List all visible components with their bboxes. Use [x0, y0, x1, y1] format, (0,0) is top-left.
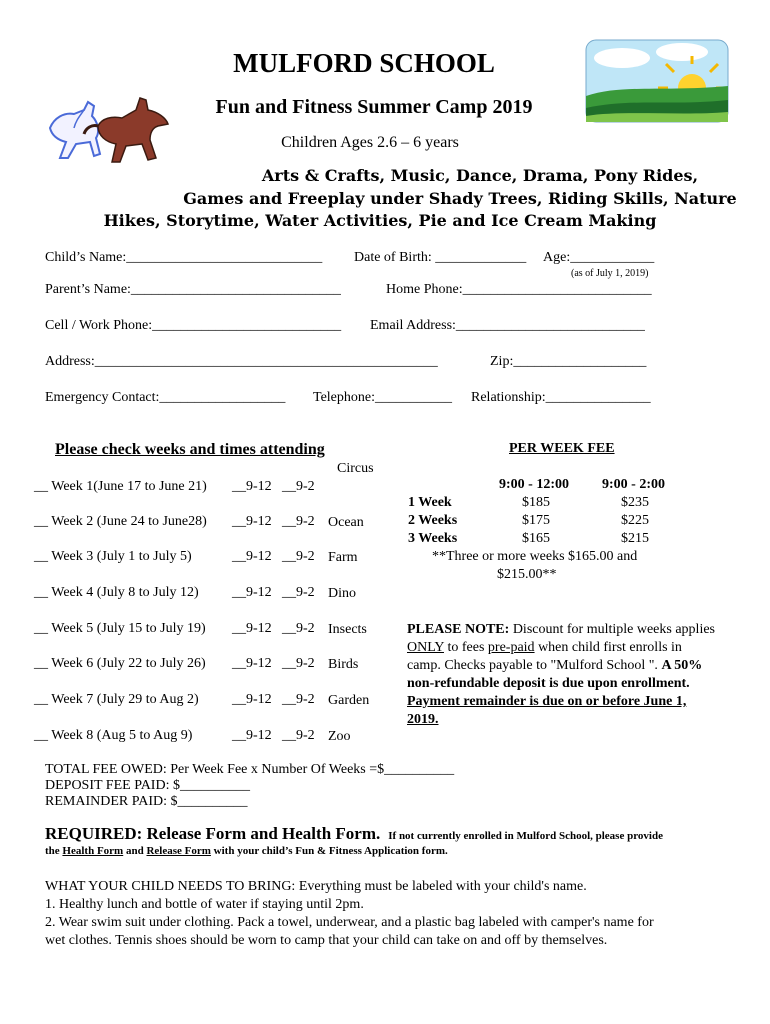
health-form-link: Health Form: [62, 845, 124, 857]
week-6-pm-option[interactable]: __9-2: [282, 656, 315, 671]
please-note-paragraph: [407, 621, 719, 729]
remainder-paid-field[interactable]: REMAINDER PAID: $__________: [45, 794, 248, 809]
ages-line: Children Ages 2.6 – 6 years: [281, 134, 459, 151]
required-text-1: If not currently enrolled in Mulford School, please provide: [388, 830, 663, 842]
required-label: REQUIRED: Release Form and Health Form.: [45, 824, 381, 843]
school-title: MULFORD SCHOOL: [233, 48, 495, 78]
fee-col-fullday: 9:00 - 2:00: [602, 477, 665, 492]
note-prepaid: pre-paid: [487, 640, 535, 655]
week-8-label[interactable]: __ Week 8 (Aug 5 to Aug 9): [34, 728, 193, 743]
deposit-fee-paid-field[interactable]: DEPOSIT FEE PAID: $__________: [45, 778, 250, 793]
week-8-theme: Zoo: [328, 729, 351, 744]
zip-field[interactable]: Zip:___________________: [490, 354, 647, 369]
week-8-am-option[interactable]: __9-12: [232, 728, 272, 743]
week-6-am-option[interactable]: __9-12: [232, 656, 272, 671]
per-week-fee-heading: PER WEEK FEE: [509, 441, 615, 456]
note-text-3: when child first enrolls in camp. Checks payable to "Mulford School ".: [407, 640, 682, 673]
week-5-pm-option[interactable]: __9-2: [282, 621, 315, 636]
date-of-birth-field[interactable]: Date of Birth: _____________: [354, 250, 527, 265]
fee-discount-line-2: $215.00**: [497, 567, 557, 582]
fee-discount-line-1: **Three or more weeks $165.00 and: [432, 549, 638, 564]
bring-line-2: 1. Healthy lunch and bottle of water if staying until 2pm.: [45, 897, 364, 912]
bring-line-1: WHAT YOUR CHILD NEEDS TO BRING: Everything must be labeled with your child's name.: [45, 879, 587, 894]
please-note-label: PLEASE NOTE:: [407, 622, 510, 637]
required-text-2c: with your child’s Fun & Fitness Application form.: [210, 845, 448, 857]
week-2-theme: Ocean: [328, 515, 364, 530]
week-2-pm-option[interactable]: __9-2: [282, 514, 315, 529]
activities-line-3: Hikes, Storytime, Water Activities, Pie and Ice Cream Making: [103, 211, 657, 230]
week-7-label[interactable]: __ Week 7 (July 29 to Aug 2): [34, 692, 199, 707]
emergency-contact-field[interactable]: Emergency Contact:__________________: [45, 390, 286, 405]
required-text-2a: the: [45, 845, 63, 857]
required-line-2: [45, 845, 448, 857]
fee-row-2-am: $175: [522, 513, 550, 528]
telephone-field[interactable]: Telephone:___________: [313, 390, 452, 405]
child-name-field[interactable]: Child’s Name:____________________________: [45, 250, 323, 265]
email-field[interactable]: Email Address:___________________________: [370, 318, 645, 333]
age-field[interactable]: Age:____________: [543, 250, 655, 265]
week-2-am-option[interactable]: __9-12: [232, 514, 272, 529]
circus-theme-label: Circus: [337, 461, 374, 476]
fee-row-2-pm: $225: [621, 513, 649, 528]
week-3-pm-option[interactable]: __9-2: [282, 549, 315, 564]
week-3-theme: Farm: [328, 550, 358, 565]
week-5-theme: Insects: [328, 622, 367, 637]
release-form-link: Release Form: [146, 845, 211, 857]
parent-name-field[interactable]: Parent’s Name:______________________________: [45, 282, 341, 297]
week-4-pm-option[interactable]: __9-2: [282, 585, 315, 600]
week-3-label[interactable]: __ Week 3 (July 1 to July 5): [34, 549, 192, 564]
week-3-am-option[interactable]: __9-12: [232, 549, 272, 564]
week-2-label[interactable]: __ Week 2 (June 24 to June28): [34, 514, 207, 529]
fee-row-2-label: 2 Weeks: [408, 513, 458, 528]
week-6-theme: Birds: [328, 657, 359, 672]
week-1-label[interactable]: __ Week 1(June 17 to June 21): [34, 479, 207, 494]
fee-row-1-am: $185: [522, 495, 550, 510]
week-5-am-option[interactable]: __9-12: [232, 621, 272, 636]
note-only: ONLY: [407, 640, 444, 655]
activities-line-1: Arts & Crafts, Music, Dance, Drama, Pony Rides,: [261, 166, 699, 185]
fee-row-1-pm: $235: [621, 495, 649, 510]
required-line: [45, 824, 663, 844]
fee-row-3-label: 3 Weeks: [408, 531, 458, 546]
camp-title: Fun and Fitness Summer Camp 2019: [215, 96, 533, 118]
note-deposit: A 50% non-refundable deposit is due upon enrollment.: [407, 658, 703, 691]
week-7-am-option[interactable]: __9-12: [232, 692, 272, 707]
week-4-am-option[interactable]: __9-12: [232, 585, 272, 600]
home-phone-field[interactable]: Home Phone:___________________________: [386, 282, 652, 297]
fee-row-3-am: $165: [522, 531, 550, 546]
age-note: (as of July 1, 2019): [571, 268, 649, 279]
week-7-theme: Garden: [328, 693, 370, 708]
note-remainder-due: Payment remainder is due on or before June 1, 2019.: [407, 694, 687, 727]
relationship-field[interactable]: Relationship:_______________: [471, 390, 651, 405]
note-text-2: to fees: [443, 640, 488, 655]
activities-line-2: Games and Freeplay under Shady Trees, Riding Skills, Nature: [183, 189, 737, 208]
week-8-pm-option[interactable]: __9-2: [282, 728, 315, 743]
bring-line-3: 2. Wear swim suit under clothing. Pack a towel, underwear, and a plastic bag labeled with camper's name for: [45, 915, 654, 930]
week-5-label[interactable]: __ Week 5 (July 15 to July 19): [34, 621, 206, 636]
week-4-label[interactable]: __ Week 4 (July 8 to July 12): [34, 585, 199, 600]
weeks-heading: Please check weeks and times attending: [55, 441, 325, 458]
week-7-pm-option[interactable]: __9-2: [282, 692, 315, 707]
week-1-pm-option[interactable]: __9-2: [282, 479, 315, 494]
week-4-theme: Dino: [328, 586, 356, 601]
address-field[interactable]: Address:_________________________________________________: [45, 354, 438, 369]
total-fee-owed-field[interactable]: TOTAL FEE OWED: Per Week Fee x Number Of Weeks =$__________: [45, 762, 455, 777]
fee-col-morning: 9:00 - 12:00: [499, 477, 569, 492]
required-text-2b: and: [123, 845, 147, 857]
week-6-label[interactable]: __ Week 6 (July 22 to July 26): [34, 656, 206, 671]
week-1-am-option[interactable]: __9-12: [232, 479, 272, 494]
fee-row-1-label: 1 Week: [408, 495, 452, 510]
fee-row-3-pm: $215: [621, 531, 649, 546]
cell-phone-field[interactable]: Cell / Work Phone:___________________________: [45, 318, 342, 333]
note-text-1: Discount for multiple weeks applies: [509, 622, 715, 637]
bring-line-4: wet clothes. Tennis shoes should be worn to camp that your child can take on and off by themselves.: [45, 933, 608, 948]
